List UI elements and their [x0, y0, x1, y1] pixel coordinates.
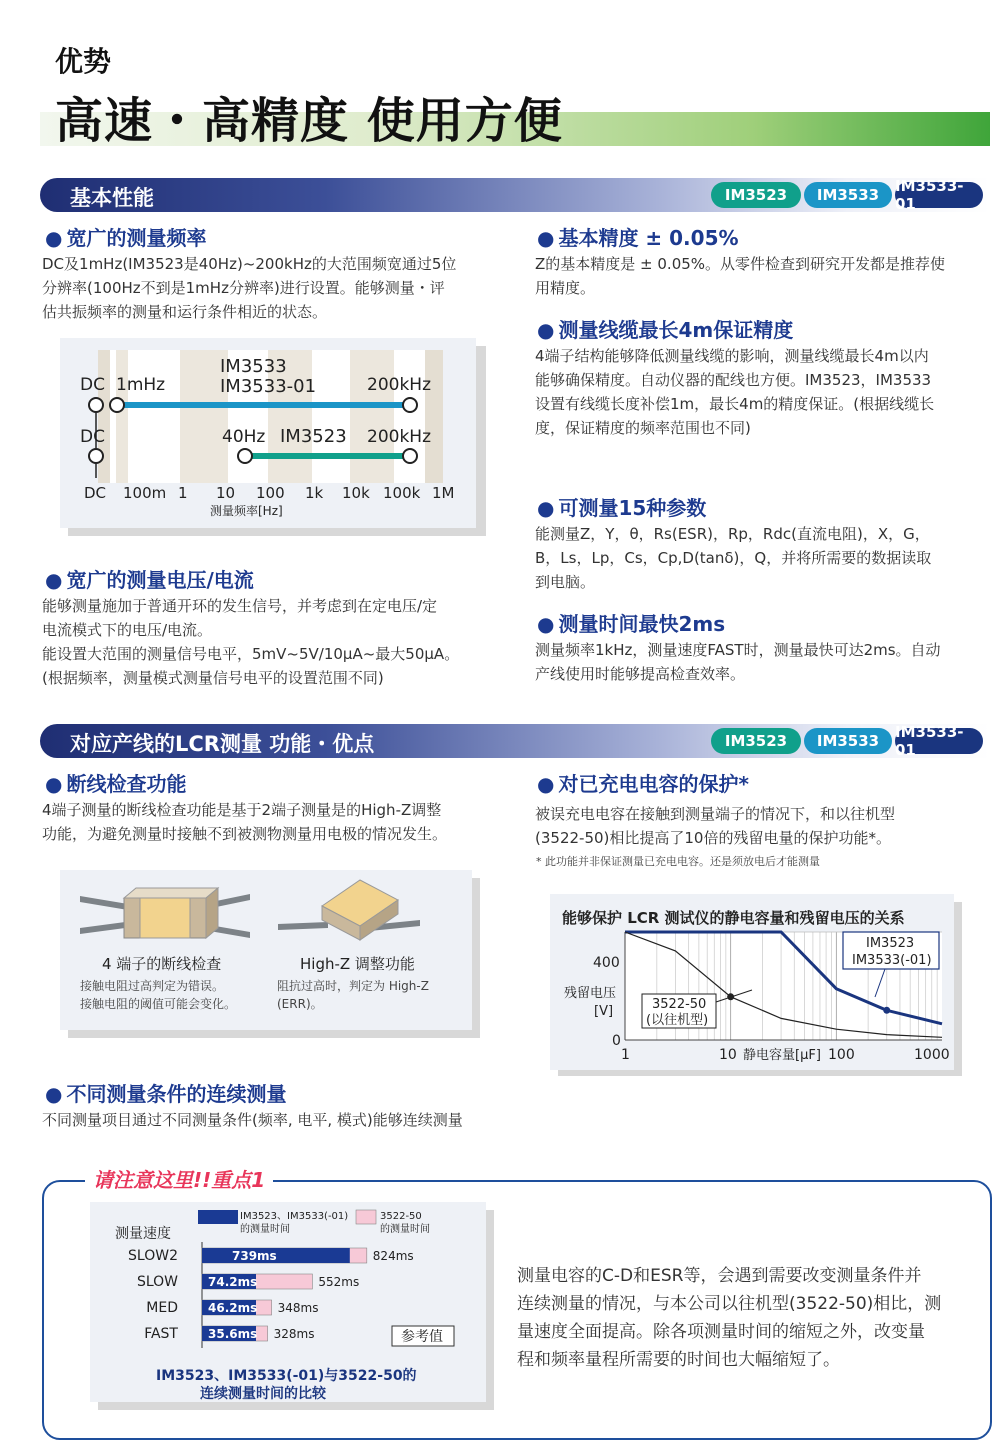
text-line: 测量电容的C-D和ESR等，会遇到需要改变测量条件并	[517, 1266, 922, 1286]
heading-time: ● 测量时间最快2ms	[537, 608, 725, 637]
freq-axis-ticks	[84, 484, 455, 502]
reference-badge-label: 参考值	[401, 1329, 443, 1345]
bar-label-3522-50: 824ms	[372, 1249, 414, 1263]
speed-category-label: MED	[146, 1300, 178, 1316]
speed-category-label: FAST	[144, 1326, 178, 1342]
model-pill-im3523: IM3523	[711, 728, 801, 754]
attention-text	[517, 1262, 977, 1374]
x-axis-label: 静电容量[μF]	[743, 1048, 821, 1063]
protection-note: * 此功能并非保证测量已充电电容。还是须放电后才能测量	[536, 855, 820, 868]
text-line: 能够测量施加于普通开环的发生信号，并考虑到在定电压/定	[42, 597, 438, 615]
page-title: 高速・高精度 使用方便	[55, 93, 563, 149]
text-line: DC及1mHz(IM3523是40Hz)~200kHz的大范围频宽通过5位	[42, 255, 457, 273]
freq-tick: 100	[256, 484, 285, 502]
x-tick: 1000	[914, 1047, 950, 1063]
freq-tick: 1k	[305, 484, 324, 502]
text-cable	[535, 344, 995, 440]
contact-figure	[60, 870, 472, 1030]
text-line: 能测量Z，Y，θ，Rs(ESR)，Rp，Rdc(直流电阻)，X，G，	[535, 525, 930, 543]
text-continuous	[42, 1108, 522, 1132]
high-z-desc: 阻抗过高时，判定为 High-Z	[277, 979, 429, 993]
model-pill-im3533: IM3533	[804, 728, 892, 754]
text-line: 功能，为避免测量时接触不到被测物测量用电极的情况发生。	[42, 825, 448, 843]
model-pill-im3533-01: IM3533-01	[895, 182, 983, 208]
legend-label: IM3523、IM3533(-01)	[240, 1211, 349, 1222]
four-terminal-title: 4 端子的断线检查	[102, 955, 222, 973]
heading-protection: ● 对已充电电容的保护*	[537, 768, 749, 797]
bar-label-3522-50: 552ms	[318, 1275, 360, 1289]
freq-axis-label: 测量频率[Hz]	[210, 504, 283, 518]
text-line: 4端子测量的断线检查功能是基于2端子测量是的High-Z调整	[42, 801, 442, 819]
freq-tick: 10	[216, 484, 236, 502]
text-line: 度，保证精度的频率范围也不同)	[535, 419, 751, 437]
text-protection	[535, 802, 995, 850]
node-40hz	[238, 449, 252, 463]
legend-label: 3522-50	[652, 997, 707, 1012]
y-tick-400: 400	[593, 955, 620, 971]
node-dc-1	[89, 398, 103, 412]
text-frequency	[42, 252, 512, 324]
bar-label-3522-50: 348ms	[277, 1301, 319, 1315]
text-line: 估共振频率的测量和运行条件相近的状态。	[42, 303, 328, 321]
page-eyebrow: 优势	[55, 45, 112, 78]
label-im3533: IM3533	[220, 356, 287, 377]
four-terminal-illustration	[80, 888, 250, 938]
label-200khz-2: 200kHz	[367, 427, 431, 447]
y-axis-label: 残留电压	[564, 986, 617, 1001]
y-tick-0: 0	[612, 1033, 621, 1049]
label-im3533-01: IM3533-01	[220, 376, 317, 397]
freq-diagram	[60, 338, 476, 528]
node-200khz-2	[403, 449, 417, 463]
label-dc-2: DC	[80, 427, 105, 447]
speed-chart-title: 连续测量时间的比较	[200, 1386, 326, 1402]
section-title-line: 对应产线的LCR测量 功能・优点	[70, 732, 375, 756]
text-line: 设置有线缆长度补偿1m，最长4m的精度保证。(根据线缆长	[535, 395, 935, 413]
series-marker-im3523	[883, 1007, 890, 1014]
node-dc-2	[89, 449, 103, 463]
model-pill-im3533: IM3533	[804, 182, 892, 208]
label-dc-1: DC	[80, 375, 105, 395]
legend-label: IM3523	[866, 936, 915, 951]
high-z-illustration	[278, 880, 420, 940]
text-line: 能够确保精度。自动仪器的配线也方便。IM3523，IM3533	[535, 371, 932, 389]
bar-label-3522-50: 328ms	[273, 1327, 315, 1341]
heading-frequency: ● 宽广的测量频率	[45, 222, 206, 251]
text-line: 被误充电电容在接触到测量端子的情况下，和以往机型	[535, 805, 896, 823]
x-tick: 10	[719, 1047, 737, 1063]
four-terminal-desc: 接触电阻的阈值可能会变化。	[80, 997, 237, 1011]
high-z-title: High-Z 调整功能	[300, 955, 415, 973]
section-title-basic: 基本性能	[70, 186, 154, 210]
text-line: B，Ls，Lp，Cs，Cp,D(tanδ)，Q，并将所需要的数据读取	[535, 549, 932, 567]
heading-voltage: ● 宽广的测量电压/电流	[45, 564, 254, 593]
legend-swatch-3522-50	[356, 1210, 376, 1224]
speed-header: 测量速度	[115, 1226, 171, 1242]
text-voltage	[42, 594, 522, 690]
attention-title: 请注意这里!!重点1	[85, 1164, 273, 1193]
heading-cable: ● 测量线缆最长4m保证精度	[537, 314, 793, 343]
heading-accuracy: ● 基本精度 ± 0.05%	[537, 222, 739, 251]
text-line: Z的基本精度是 ± 0.05%。从零件检查到研究开发都是推荐使	[535, 255, 946, 273]
text-line: 连续测量的情况，与本公司以往机型(3522-50)相比，测	[517, 1294, 942, 1314]
bar-label-im3523: 35.6ms	[208, 1327, 258, 1341]
legend-swatch-im3523	[198, 1210, 238, 1224]
text-line: 量速度全面提高。除各项测量时间的缩短之外，改变量	[517, 1322, 925, 1342]
label-im3523: IM3523	[280, 426, 347, 447]
high-z-desc: (ERR)。	[277, 997, 323, 1011]
speed-category-label: SLOW	[136, 1274, 178, 1290]
text-line: 4端子结构能够降低测量线缆的影响，测量线缆最长4m以内	[535, 347, 929, 365]
bar-label-im3523: 46.2ms	[208, 1301, 258, 1315]
text-line: (3522-50)相比提高了10倍的残留电量的保护功能*。	[535, 829, 891, 847]
text-line: (根据频率，测量模式测量信号电平的设置范围不同)	[42, 669, 384, 687]
legend-label: (以往机型)	[646, 1013, 709, 1028]
speed-chart	[90, 1202, 486, 1402]
speed-category-label: SLOW2	[128, 1248, 178, 1264]
speed-chart-title: IM3523、IM3533(-01)与3522-50的	[156, 1368, 417, 1384]
text-params	[535, 522, 995, 594]
text-line: 用精度。	[535, 279, 596, 297]
text-line: 程和频率量程所需要的时间也大幅缩短了。	[517, 1350, 840, 1370]
model-pill-im3523: IM3523	[711, 182, 801, 208]
label-200khz-1: 200kHz	[367, 375, 431, 395]
text-line: 到电脑。	[535, 573, 596, 591]
speed-chart-bars	[128, 1248, 414, 1342]
text-time	[535, 638, 995, 686]
node-200khz-1	[403, 398, 417, 412]
heading-continuous: ● 不同测量条件的连续测量	[45, 1078, 286, 1107]
text-line: 能设置大范围的测量信号电平，5mV~5V/10μA~最大50μA。	[42, 645, 460, 663]
text-line: 产线使用时能够提高检查效率。	[535, 665, 746, 683]
text-line: 不同测量项目通过不同测量条件(频率, 电平, 模式)能够连续测量	[42, 1111, 463, 1129]
legend-label: 的测量时间	[240, 1224, 290, 1235]
text-accuracy	[535, 252, 995, 300]
four-terminal-desc: 接触电阻过高判定为错误。	[80, 979, 225, 993]
legend-label: 3522-50	[380, 1211, 422, 1222]
x-tick: 100	[828, 1047, 855, 1063]
model-pill-im3533-01: IM3533-01	[895, 728, 983, 754]
freq-tick: 100m	[123, 484, 167, 502]
text-contact-check	[42, 798, 512, 846]
freq-tick: 1M	[432, 484, 455, 502]
x-tick: 1	[621, 1047, 630, 1063]
freq-tick: DC	[84, 484, 107, 502]
node-1mhz	[110, 398, 124, 412]
freq-tick: 1	[178, 484, 188, 502]
voltage-chart	[550, 894, 954, 1070]
text-line: 电流模式下的电压/电流。	[42, 621, 213, 639]
y-axis-unit: [V]	[594, 1004, 614, 1019]
heading-contact-check: ● 断线检查功能	[45, 768, 186, 797]
freq-tick: 10k	[342, 484, 370, 502]
text-line: 分辨率(100Hz不到是1mHz分辨率)进行设置。能够测量・评	[42, 279, 445, 297]
label-1mhz: 1mHz	[116, 375, 166, 395]
legend-label: IM3533(-01)	[852, 953, 932, 968]
voltage-chart-title: 能够保护 LCR 测试仪的静电容量和残留电压的关系	[562, 909, 905, 927]
bar-label-im3523: 74.2ms	[208, 1275, 258, 1289]
label-40hz: 40Hz	[222, 427, 266, 447]
text-line: 测量频率1kHz，测量速度FAST时，测量最快可达2ms。自动	[535, 641, 941, 659]
heading-params: ● 可测量15种参数	[537, 492, 706, 521]
legend-label: 的测量时间	[380, 1224, 430, 1235]
bar-label-im3523: 739ms	[232, 1249, 277, 1263]
freq-tick: 100k	[383, 484, 421, 502]
